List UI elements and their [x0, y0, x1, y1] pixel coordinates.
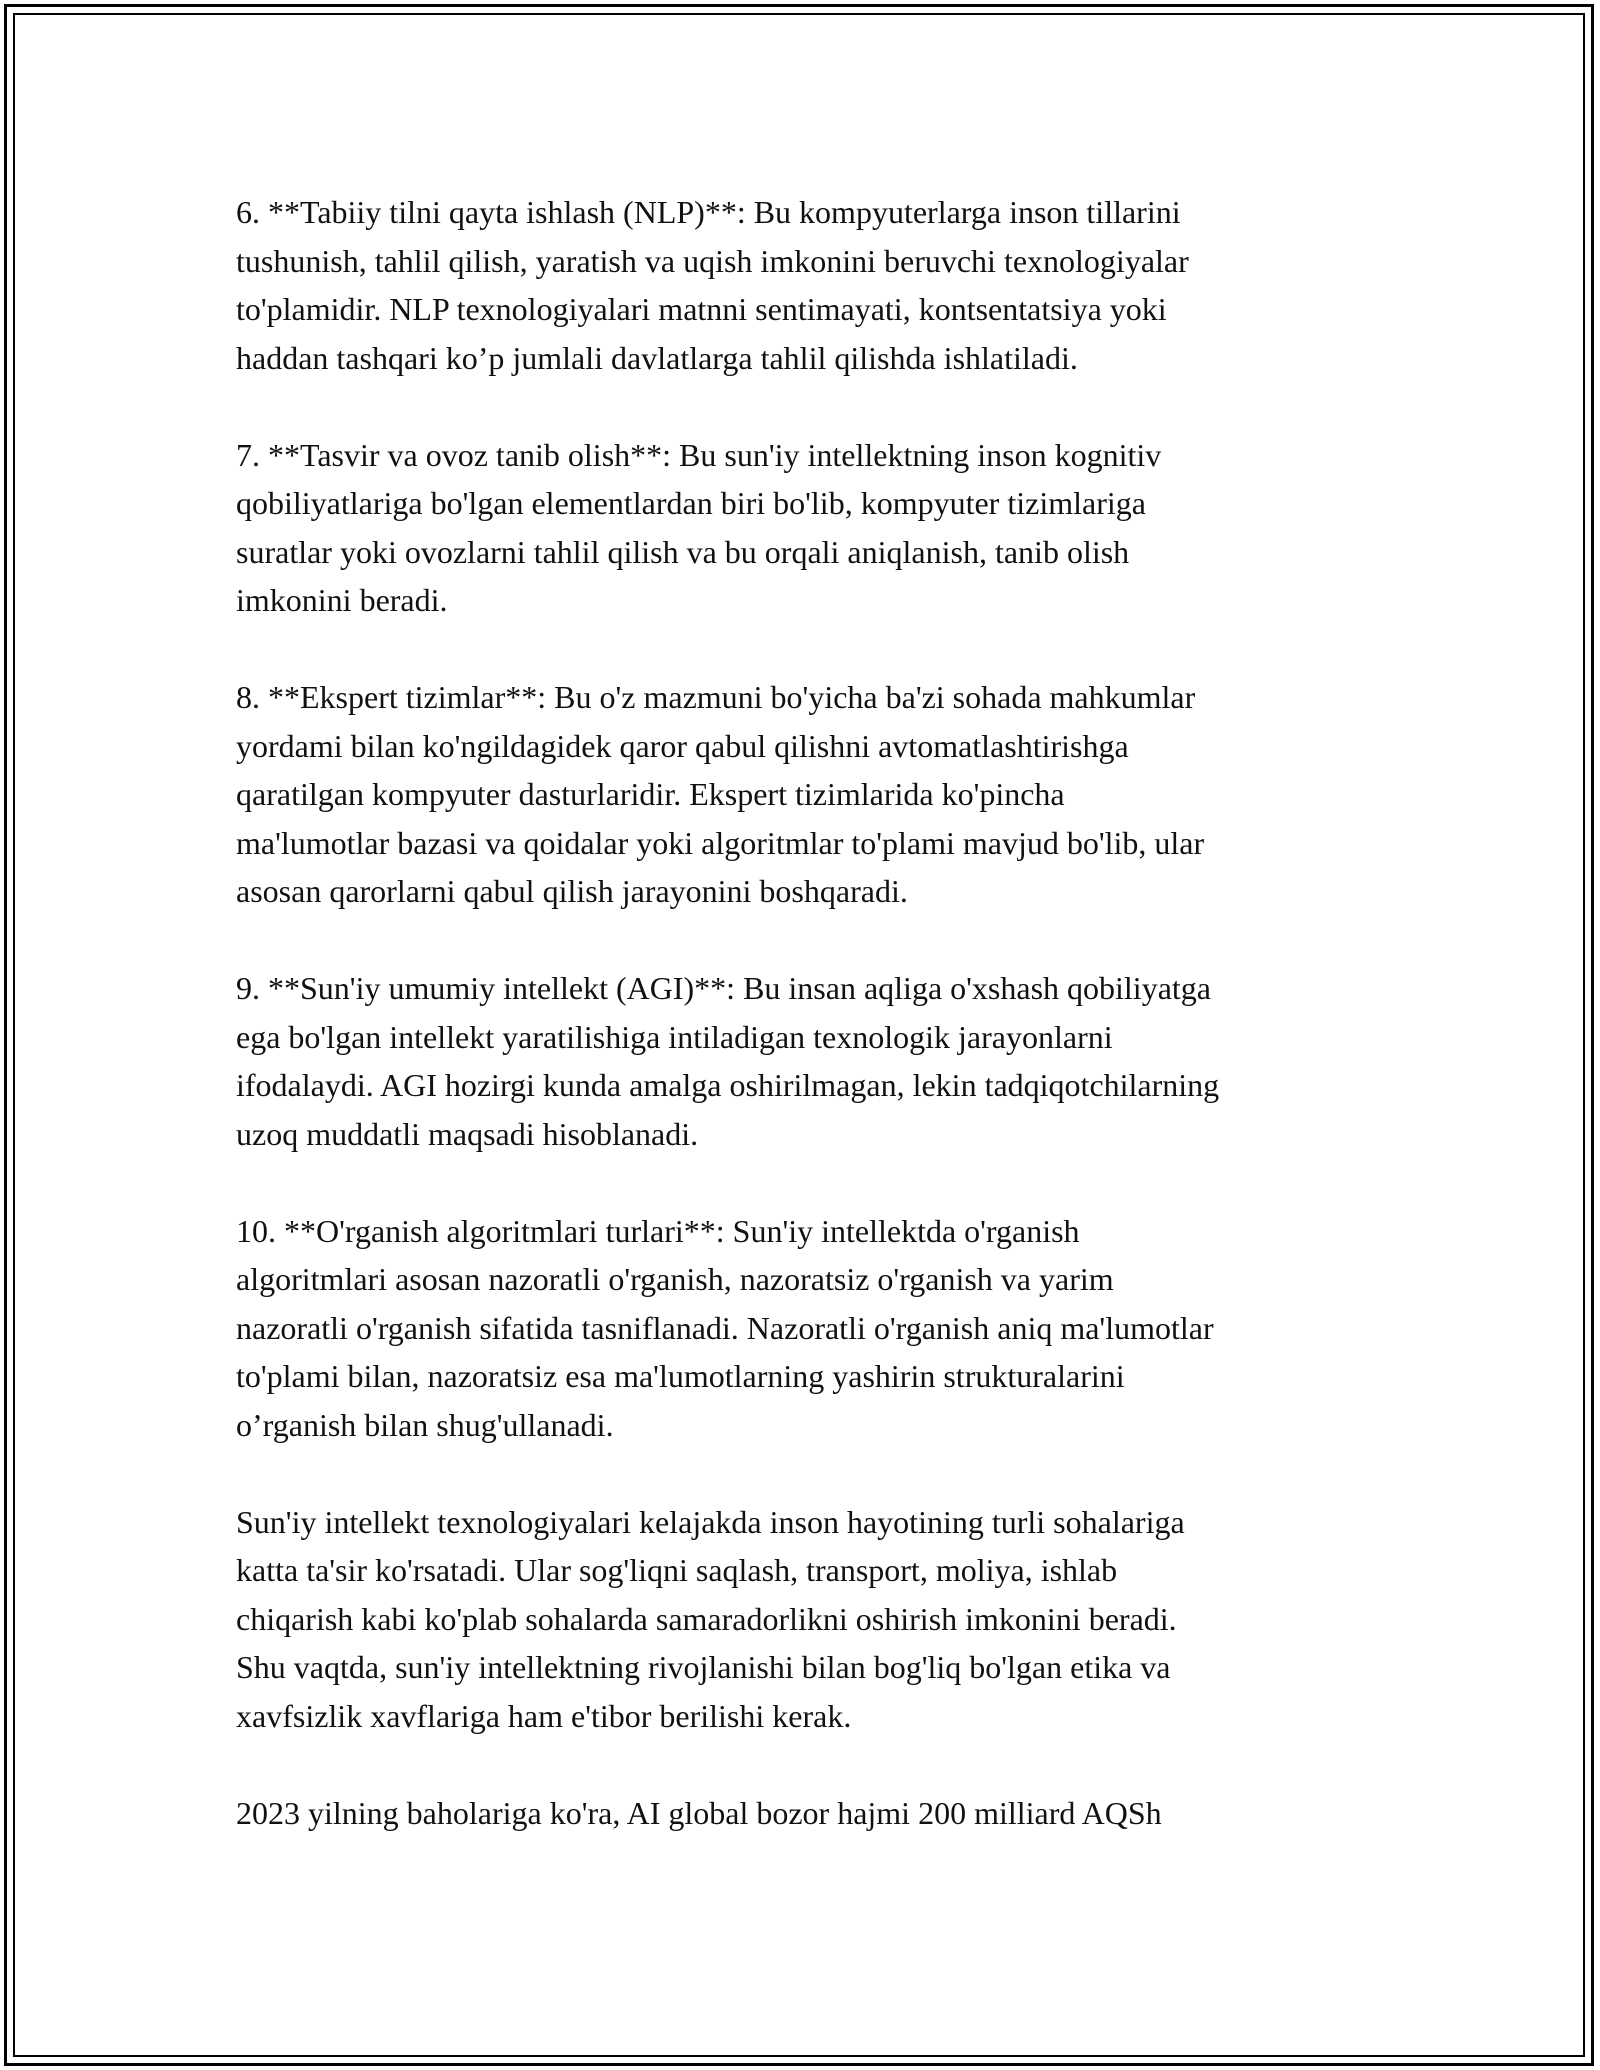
text-line: o’rganish bilan shug'ullanadi.: [236, 1406, 614, 1443]
text-line: haddan tashqari ko’p jumlali davlatlarga tahlil qilishda ishlatiladi.: [236, 339, 1078, 376]
text-line: 8. **Ekspert tizimlar**: Bu o'z mazmuni bo'yicha ba'zi sohada mahkumlar: [236, 679, 1196, 715]
text-line: 7. **Tasvir va ovoz tanib olish**: Bu sun'iy intellektning inson kognitiv: [236, 436, 1162, 473]
text-line: qobiliyatlariga bo'lgan elementlardan biri bo'lib, kompyuter tizimlariga: [236, 485, 1146, 521]
paragraph-learning-algorithms: [236, 1207, 1376, 1450]
text-line: 2023 yilning baholariga ko'ra, AI global bozor hajmi 200 milliard AQSh: [236, 1794, 1162, 1831]
paragraph-nlp: [236, 188, 1376, 382]
text-line: to'plami bilan, nazoratsiz esa ma'lumotlarning yashirin strukturalarini: [236, 1358, 1125, 1394]
text-line: algoritmlari asosan nazoratli o'rganish, nazoratsiz o'rganish va yarim: [236, 1261, 1114, 1297]
paragraph-agi: [236, 964, 1376, 1158]
text-line: xavfsizlik xavflariga ham e'tibor berilishi kerak.: [236, 1697, 852, 1734]
text-line: suratlar yoki ovozlarni tahlil qilish va bu orqali aniqlanish, tanib olish: [236, 533, 1130, 570]
text-line: ega bo'lgan intellekt yaratilishiga intiladigan texnologik jarayonlarni: [236, 1018, 1113, 1055]
text-line: 10. **O'rganish algoritmlari turlari**: Sun'iy intellektda o'rganish: [236, 1212, 1080, 1249]
paragraph-future-impact: [236, 1498, 1376, 1741]
text-line: yordami bilan ko'ngildagidek qaror qabul qilishni avtomatlashtirishga: [236, 727, 1129, 764]
text-line: to'plamidir. NLP texnologiyalari matnni sentimayati, kontsentatsiya yoki: [236, 291, 1167, 327]
text-line: qaratilgan kompyuter dasturlaridir. Ekspert tizimlarida ko'pincha: [236, 776, 1065, 812]
text-line: tushunish, tahlil qilish, yaratish va uqish imkonini beruvchi texnologiyalar: [236, 242, 1189, 279]
text-line: uzoq muddatli maqsadi hisoblanadi.: [236, 1115, 699, 1152]
text-line: nazoratli o'rganish sifatida tasniflanadi. Nazoratli o'rganish aniq ma'lumotlar: [236, 1309, 1214, 1346]
document-body: [236, 188, 1376, 1837]
text-line: 6. **Tabiiy tilni qayta ishlash (NLP)**: Bu kompyuterlarga inson tillarini: [236, 194, 1181, 230]
text-line: ma'lumotlar bazasi va qoidalar yoki algoritmlar to'plami mavjud bo'lib, ular: [236, 824, 1205, 861]
paragraph-market-size: [236, 1789, 1376, 1838]
text-line: imkonini beradi.: [236, 582, 448, 618]
paragraph-image-voice-recognition: [236, 431, 1376, 625]
text-line: Sun'iy intellekt texnologiyalari kelajakda inson hayotining turli sohalariga: [236, 1503, 1185, 1540]
text-line: katta ta'sir ko'rsatadi. Ular sog'liqni saqlash, transport, moliya, ishlab: [236, 1552, 1118, 1588]
text-line: Shu vaqtda, sun'iy intellektning rivojlanishi bilan bog'liq bo'lgan etika va: [236, 1649, 1171, 1685]
text-line: chiqarish kabi ko'plab sohalarda samaradorlikni oshirish imkonini beradi.: [236, 1600, 1177, 1637]
paragraph-expert-systems: [236, 673, 1376, 916]
text-line: ifodalaydi. AGI hozirgi kunda amalga oshirilmagan, lekin tadqiqotchilarning: [236, 1067, 1220, 1103]
text-line: asosan qarorlarni qabul qilish jarayonini boshqaradi.: [236, 873, 908, 909]
text-line: 9. **Sun'iy umumiy intellekt (AGI)**: Bu insan aqliga o'xshash qobiliyatga: [236, 970, 1211, 1006]
